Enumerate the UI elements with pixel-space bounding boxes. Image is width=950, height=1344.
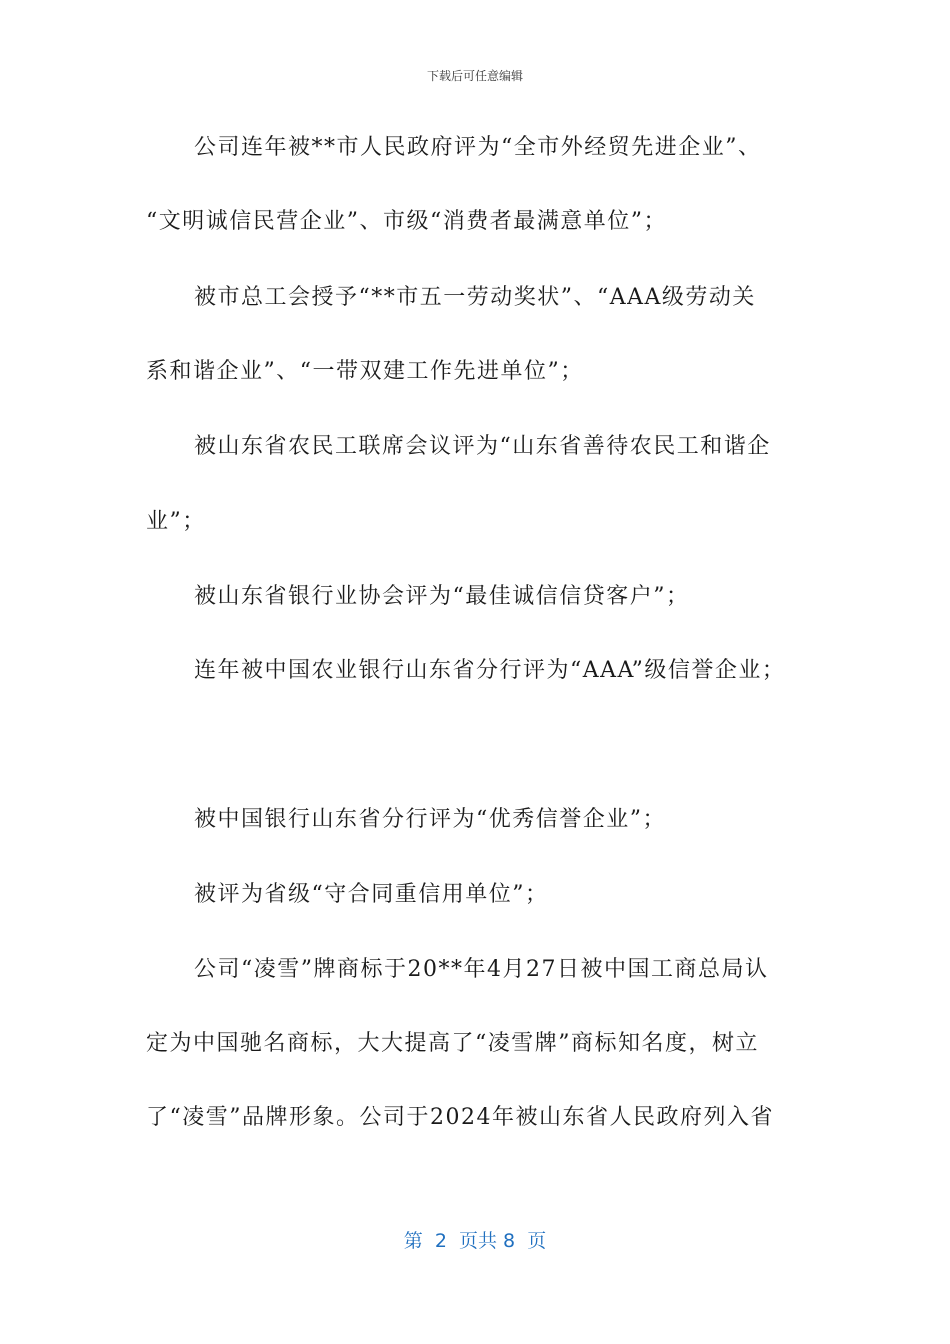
page-footer: 第 2 页共 8 页 [403,1230,547,1252]
body-line: 被市总工会授予“**市五一劳动奖状”、“AAA级劳动关 [194,285,756,310]
body-line: 系和谐企业”、“一带双建工作先进单位”； [146,359,584,384]
body-line: 被山东省银行业协会评为“最佳诚信信贷客户”； [194,584,690,609]
body-line: 公司“凌雪”牌商标于20**年4月27日被中国工商总局认 [194,957,769,982]
body-line: 被评为省级“守合同重信用单位”； [194,882,549,907]
body-line: 公司连年被**市人民政府评为“全市外经贸先进企业”、 [194,135,762,160]
body-line: 连年被中国农业银行山东省分行评为“AAA”级信誉企业； [194,658,786,683]
body-line: 被山东省农民工联席会议评为“山东省善待农民工和谐企 [194,434,771,459]
body-line: 业”； [146,509,206,534]
body-line: “文明诚信民营企业”、市级“消费者最满意单位”； [146,209,667,234]
header-note: 下载后可任意编辑 [426,69,523,83]
body-line: 了“凌雪”品牌形象。公司于2024年被山东省人民政府列入省 [146,1105,774,1130]
body-line: 定为中国驰名商标，大大提高了“凌雪牌”商标知名度，树立 [146,1031,759,1056]
body-line: 被中国银行山东省分行评为“优秀信誉企业”； [194,807,666,832]
